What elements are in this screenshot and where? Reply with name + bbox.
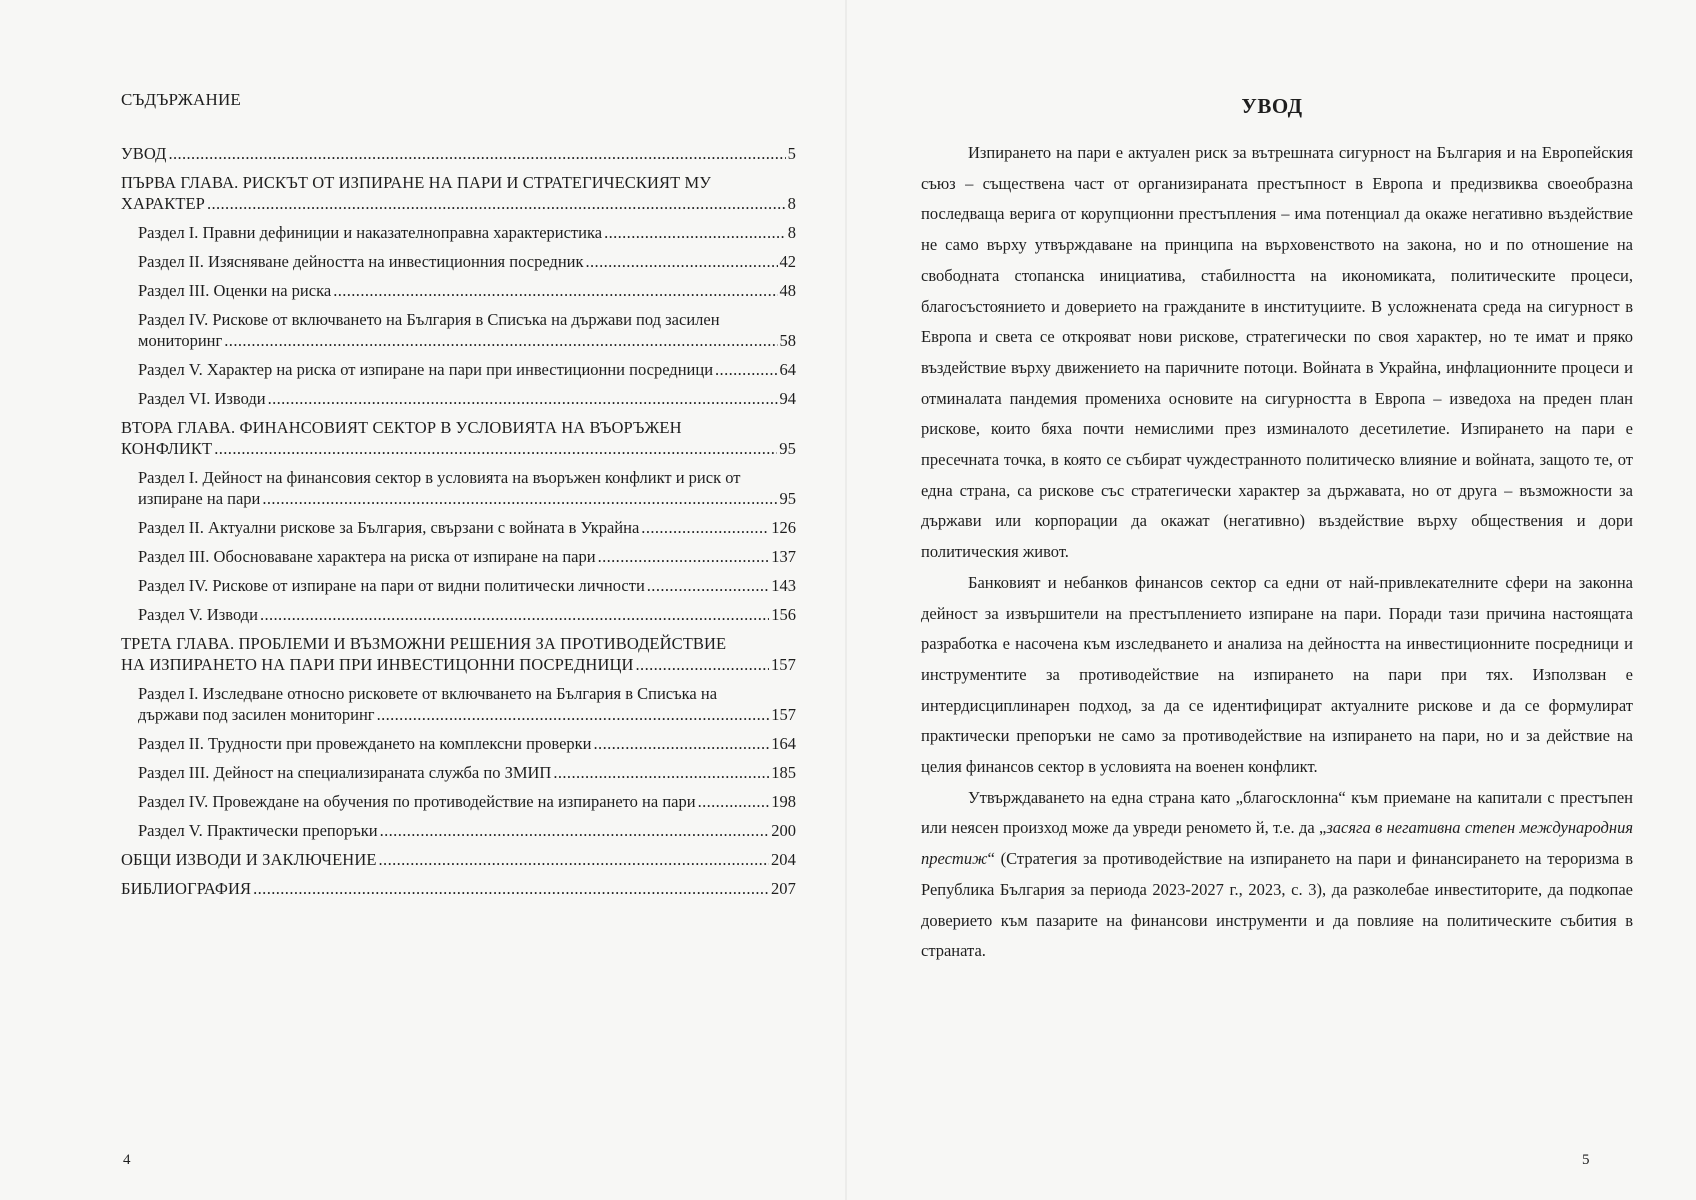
quoted-text: засяга в негативна степен международния престиж — [921, 818, 1633, 869]
toc-page-number: 157 — [770, 655, 796, 674]
dot-leader — [598, 546, 770, 567]
toc-entry-line — [138, 604, 796, 625]
toc-entry-line — [138, 359, 796, 380]
toc-page-number: 58 — [779, 331, 796, 350]
toc-entry — [121, 633, 796, 675]
toc-entry-title: Раздел II. Трудности при провеждането на комплексни проверки — [138, 734, 592, 753]
toc-entry — [138, 251, 796, 272]
dot-leader — [260, 604, 769, 625]
dot-leader — [214, 438, 777, 459]
toc-entry-line — [138, 251, 796, 272]
toc-page-number: 207 — [770, 879, 796, 898]
toc-entry-title: НА ИЗПИРАНЕТО НА ПАРИ ПРИ ИНВЕСТИЦОННИ ПОСРЕДНИЦИ — [121, 655, 634, 674]
toc-page-number: 94 — [779, 389, 796, 408]
toc-page-number: 157 — [771, 705, 796, 724]
intro-paragraph — [921, 783, 1633, 967]
toc-entry — [138, 791, 796, 812]
toc-page-number: 137 — [771, 547, 796, 566]
toc-entry-title: КОНФЛИКТ — [121, 439, 213, 458]
toc-entry-title: УВОД — [121, 144, 167, 163]
toc-entry — [138, 546, 796, 567]
toc-entry-title: Раздел I. Правни дефиниции и наказателноправна характеристика — [138, 223, 603, 242]
dot-leader — [224, 330, 777, 351]
toc-page-number: 42 — [779, 252, 796, 271]
toc-entry-line — [138, 546, 796, 567]
paragraph-text: “ (Стратегия за противодействие на изпирането на пари и финансирането на тероризма в Република България за периода 2023-2027 г., 2023, с. 3), да разколебае инвеститорите, да подкопае доверието към пазарите на финансови инструменти и да повлияе на политическите събития в страната. — [921, 849, 1633, 961]
toc-page-number: 198 — [771, 792, 796, 811]
toc-entry-line — [138, 388, 796, 409]
toc-entry — [138, 388, 796, 409]
toc-entry-title: Раздел V. Характер на риска от изпиране на пари при инвестиционни посредници — [138, 360, 714, 379]
toc-entry-title: ПЪРВА ГЛАВА. РИСКЪТ ОТ ИЗПИРАНЕ НА ПАРИ И СТРАТЕГИЧЕСКИЯТ МУ — [121, 173, 712, 192]
dot-leader — [253, 878, 769, 899]
dot-leader — [636, 654, 769, 675]
toc-entry — [138, 359, 796, 380]
toc-entry-line — [121, 438, 796, 459]
toc-page-number: 48 — [779, 281, 796, 300]
toc-entry-line — [121, 193, 796, 214]
toc-page-number: 200 — [771, 821, 796, 840]
toc-page-number: 126 — [771, 518, 796, 537]
toc-entry-title: Раздел IV. Рискове от изпиране на пари от видни политически личности — [138, 576, 645, 595]
toc-entry-line — [121, 878, 796, 899]
toc-page-number: 156 — [771, 605, 796, 624]
toc-page-number: 95 — [779, 489, 796, 508]
dot-leader — [647, 575, 769, 596]
toc-entry — [121, 417, 796, 459]
toc-entry-line — [138, 820, 796, 841]
intro-heading: УВОД — [1241, 94, 1303, 118]
toc-entry-title: Раздел III. Обосноваване характера на риска от изпиране на пари — [138, 547, 596, 566]
toc-entry-title: Раздел II. Изясняване дейността на инвестиционния посредник — [138, 252, 584, 271]
dot-leader — [268, 388, 778, 409]
dot-leader — [377, 704, 770, 725]
toc-entry-title: ТРЕТА ГЛАВА. ПРОБЛЕМИ И ВЪЗМОЖНИ РЕШЕНИЯ ЗА ПРОТИВОДЕЙСТВИЕ — [121, 634, 727, 653]
toc-entry-title: Раздел V. Изводи — [138, 605, 258, 624]
toc-entry-line — [138, 222, 796, 243]
toc-entry — [121, 878, 796, 899]
toc-page-number: 8 — [787, 194, 796, 213]
book-gutter — [845, 0, 847, 1200]
dot-leader — [379, 849, 769, 870]
toc-entry — [138, 280, 796, 301]
toc-entry-title: Раздел II. Актуални рискове за България, свързани с войната в Украйна — [138, 518, 640, 537]
toc-entry-title: изпиране на пари — [138, 489, 261, 508]
page-number-left: 4 — [123, 1152, 131, 1168]
toc-entry-line — [138, 762, 796, 783]
toc-entry-line — [138, 330, 796, 351]
dot-leader — [715, 359, 777, 380]
toc-entry-title: Раздел III. Дейност на специализираната служба по ЗМИП — [138, 763, 552, 782]
intro-paragraph: Изпирането на пари е актуален риск за вътрешната сигурност на България и на Европейския съюз – съществена част от организираната престъпност в Европа и предизвиква своеобразна последваща верига от корупционни престъпления – има потенциал да окаже негативно въздействие не само върху утвърждаване на принципа на върховенството на закона, но и по отношение на свободната стопанска инициатива, стабилността на икономиката, политическите процеси, благосъстоянието и доверието на гражданите в институциите. В усложнената среда на сигурност в Европа и света се открояват нови рискове, стратегически по своя характер, но те имат и пряко въздействие върху движението на паричните потоци. Войната в Украйна, инфлационните процеси и отминалата пандемия промениха основите на сигурността в Европа – изведоха на преден план рискове, които бяха почти немислими през изминалото десетилетие. Изпирането на пари е пресечната точка, в която се събират чуждестранното политическо влияние и войната, защото те, от една страна, са рискове със стратегически характер за държавата, но от друга – възможности за държави или корпорации да окажат (негативно) въздействие върху обществения и дори политическия живот. — [921, 143, 1633, 562]
toc-page-number: 95 — [779, 439, 796, 458]
toc-entry — [138, 222, 796, 243]
toc-entry — [121, 143, 796, 164]
toc-entry-title: ВТОРА ГЛАВА. ФИНАНСОВИЯТ СЕКТОР В УСЛОВИЯТА НА ВЪОРЪЖЕН — [121, 418, 682, 437]
toc-entry-title: Раздел I. Дейност на финансовия сектор в условията на въоръжен конфликт и риск от — [138, 468, 741, 487]
toc-title: СЪДЪРЖАНИЕ — [121, 90, 242, 109]
toc-entry-line — [138, 791, 796, 812]
toc-entry — [138, 733, 796, 754]
toc-page-number: 5 — [787, 144, 796, 163]
toc-entry-title: Раздел VI. Изводи — [138, 389, 266, 408]
dot-leader — [333, 280, 777, 301]
dot-leader — [207, 193, 786, 214]
dot-leader — [641, 517, 769, 538]
dot-leader — [553, 762, 769, 783]
toc-entry — [121, 849, 796, 870]
toc-entry-line — [138, 575, 796, 596]
toc-entry-line — [138, 488, 796, 509]
intro-body — [921, 138, 1633, 967]
toc-entry-title: Раздел V. Практически препоръки — [138, 821, 378, 840]
toc-entry-title: ОБЩИ ИЗВОДИ И ЗАКЛЮЧЕНИЕ — [121, 850, 377, 869]
toc-page-number: 143 — [771, 576, 796, 595]
toc-entry — [138, 820, 796, 841]
dot-leader — [168, 143, 785, 164]
toc-entry-line — [121, 654, 796, 675]
toc-entry-title: държави под засилен мониторинг — [138, 705, 375, 724]
toc-entry — [138, 762, 796, 783]
toc-entry — [121, 172, 796, 214]
paragraph-text: Утвърждаването на една страна като „благосклонна“ към приемане на капитали с престъпен или неясен произход може да увреди реномето й, т.е. да „ — [921, 787, 1633, 838]
toc-entry-line — [138, 704, 796, 725]
toc-entry — [138, 309, 796, 351]
toc-entry-title: БИБЛИОГРАФИЯ — [121, 879, 252, 898]
toc-entry — [138, 517, 796, 538]
dot-leader — [586, 251, 778, 272]
toc-entry — [138, 575, 796, 596]
toc-page-number: 204 — [770, 850, 796, 869]
toc-entry-title: ХАРАКТЕР — [121, 194, 205, 213]
toc-entry — [138, 604, 796, 625]
toc-entry-title: Раздел IV. Рискове от включването на България в Списъка на държави под засилен — [138, 310, 720, 329]
toc-entry-title: Раздел III. Оценки на риска — [138, 281, 332, 300]
toc-entry-title: мониторинг — [138, 331, 223, 350]
toc-entry — [138, 683, 796, 725]
dot-leader — [380, 820, 770, 841]
toc-entry-line — [138, 733, 796, 754]
toc-entry-line — [138, 280, 796, 301]
right-page — [848, 0, 1696, 1200]
dot-leader — [594, 733, 770, 754]
toc-entry — [138, 467, 796, 509]
table-of-contents — [121, 143, 796, 907]
toc-entry-line — [121, 143, 796, 164]
toc-page-number: 164 — [771, 734, 796, 753]
intro-paragraph: Банковият и небанков финансов сектор са едни от най-привлекателните сфери на законна дейност за извършители на престъплението изпиране на пари. Поради тази причина настоящата разработка е насочена към изследването и анализа на дейността на инвестиционните посредници и инструментите за противодействие на изпирането на пари при тях. Използван е интердисциплинарен подход, за да се идентифицират актуалните рискове и да се формулират практически препоръки не само за противодействие на изпирането на пари, но и за действие на целия финансов сектор в условията на военен конфликт. — [921, 572, 1633, 777]
page-number-right: 5 — [1582, 1152, 1590, 1168]
dot-leader — [262, 488, 777, 509]
toc-page-number: 8 — [787, 223, 796, 242]
toc-entry-title: Раздел I. Изследване относно рисковете от включването на България в Списъка на — [138, 684, 718, 703]
dot-leader — [698, 791, 770, 812]
toc-page-number: 185 — [771, 763, 796, 782]
toc-entry-title: Раздел IV. Провеждане на обучения по противодействие на изпирането на пари — [138, 792, 696, 811]
toc-page-number: 64 — [779, 360, 796, 379]
dot-leader — [604, 222, 786, 243]
toc-entry-line — [138, 517, 796, 538]
toc-entry-line — [121, 849, 796, 870]
